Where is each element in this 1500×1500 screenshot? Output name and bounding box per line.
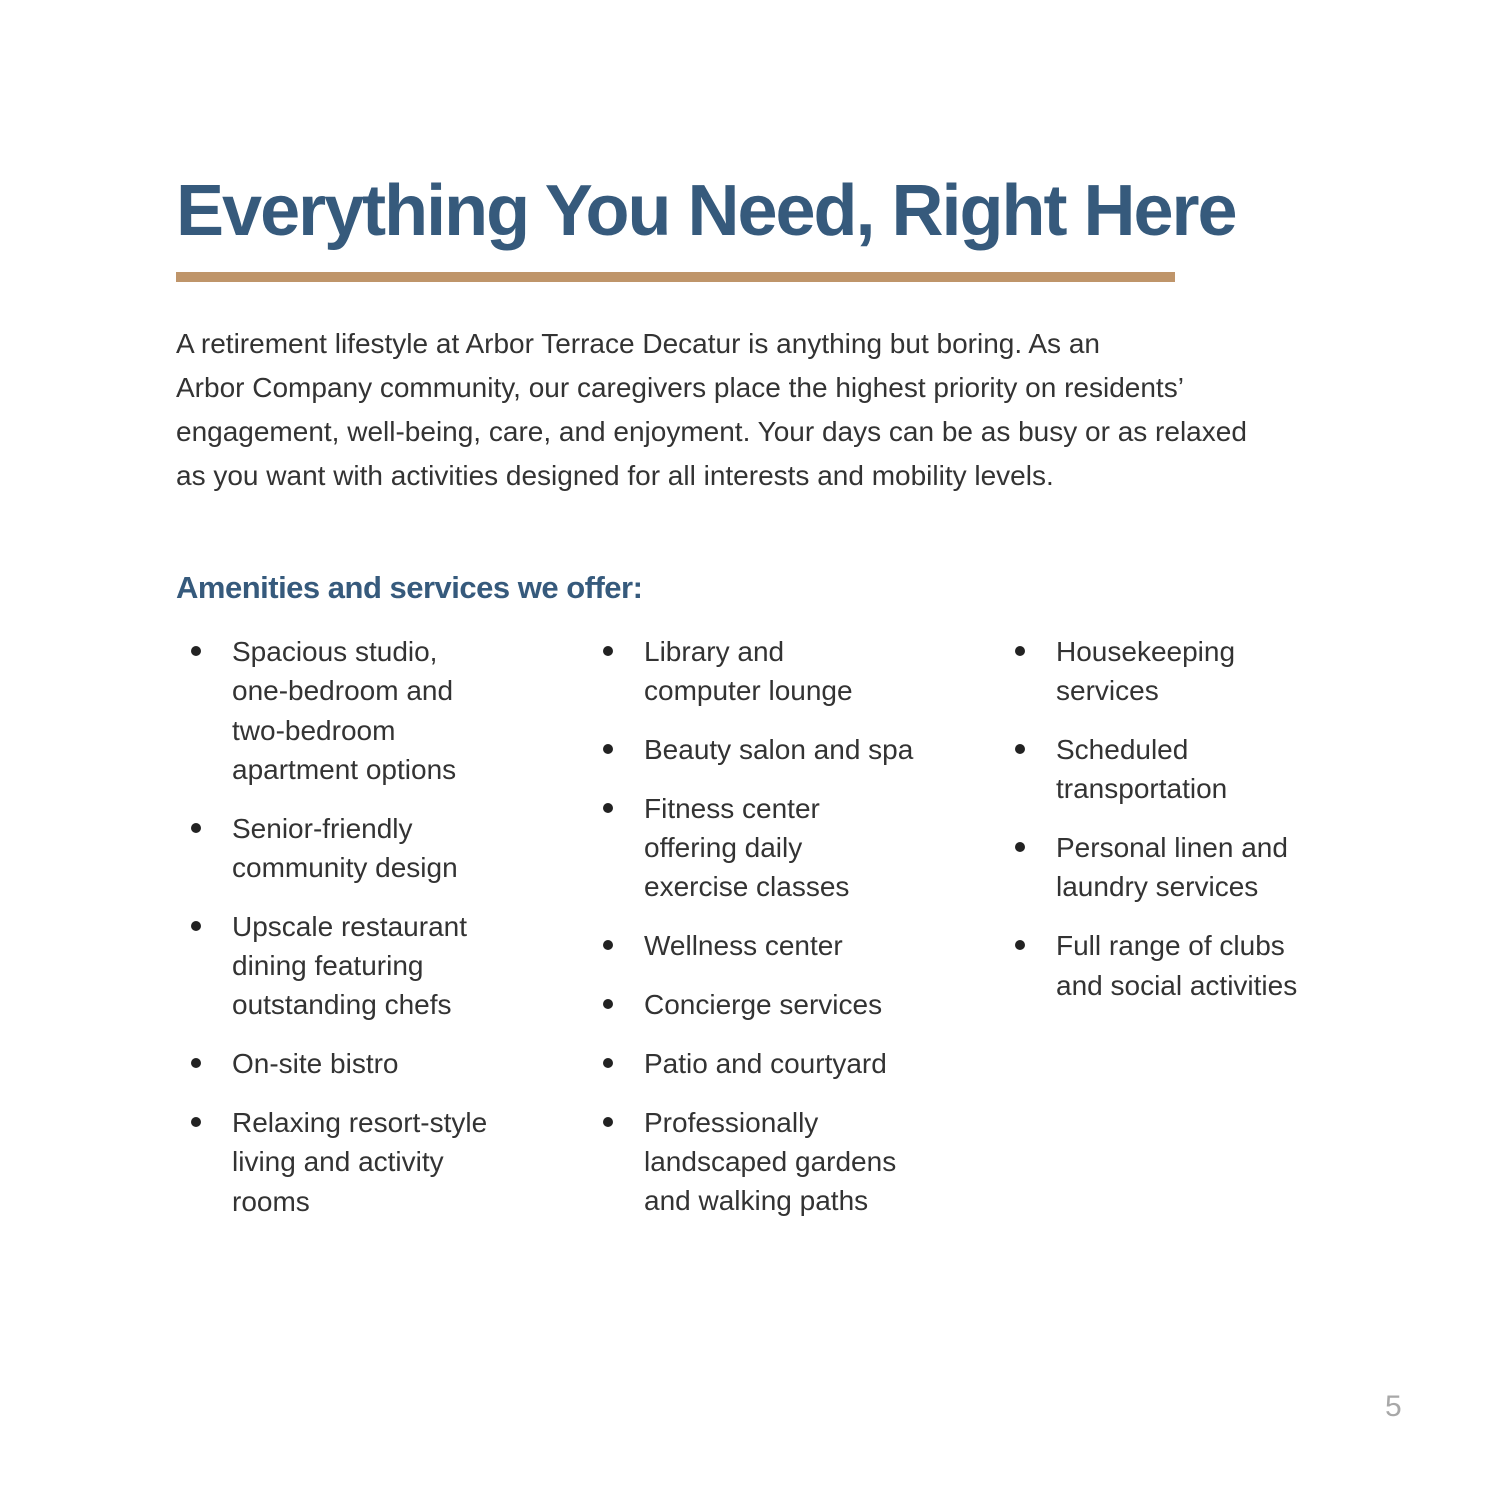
amenity-list-item [1010,632,1340,711]
amenity-text-line: Library and [644,636,785,667]
bullet-icon [1015,940,1025,950]
amenity-text-line: landscaped gardens [644,1145,897,1177]
amenity-text-line: and social activities [1056,969,1298,1001]
amenity-text-line: Housekeeping [1056,636,1236,667]
bullet-icon [603,999,613,1009]
amenity-text-line: Beauty salon and spa [644,734,914,766]
intro-line: as you want with activities designed for all interests and mobility levels. [176,460,1054,491]
amenity-list-item [186,1044,516,1083]
amenity-list-item [1010,730,1340,809]
amenity-text-line: community design [232,851,458,883]
amenity-list-item [186,632,516,789]
amenity-text-line: offering daily [644,832,803,864]
amenity-list-item [598,985,928,1024]
amenities-heading: Amenities and services we offer: [176,570,643,605]
amenity-text-line: computer lounge [644,675,853,707]
amenity-text-line: Full range of clubs [1056,930,1285,962]
amenity-text-line: apartment options [232,753,457,785]
amenity-text-line: Senior-friendly [232,812,413,844]
amenity-text-line: services [1056,675,1159,707]
title-underline-rule [176,272,1175,282]
amenity-text-line: Patio and courtyard [644,1047,887,1079]
amenity-text-line: rooms [232,1185,310,1217]
intro-line: engagement, well-being, care, and enjoyment. Your days can be as busy or as relaxed [176,416,1247,447]
amenity-list-item [598,1103,928,1221]
amenity-text-line: and walking paths [644,1185,869,1217]
amenity-text-line: Concierge services [644,989,883,1021]
amenity-list-item [598,730,928,769]
amenity-list-item [1010,926,1340,1005]
amenity-list-item [186,809,516,888]
amenity-text-line: laundry services [1056,871,1259,903]
amenity-list-item [598,1044,928,1083]
bullet-icon [1015,744,1025,754]
amenity-text-line: On-site bistro [232,1048,399,1080]
amenity-text-line: Wellness center [644,930,843,962]
amenity-list-item [186,907,516,1025]
amenity-text-line: Spacious studio, [232,636,438,667]
bullet-icon [191,1117,201,1127]
amenity-text-line: Relaxing resort-style [232,1106,488,1138]
amenities-column-1 [186,632,516,1240]
amenity-text-line: Personal linen and [1056,832,1288,864]
amenity-text-line: living and activity [232,1146,444,1178]
bullet-icon [603,744,613,754]
amenity-text-line: Scheduled [1056,734,1189,766]
amenity-text-line: Fitness center [644,792,820,824]
amenities-column-2 [598,632,928,1240]
bullet-icon [603,646,613,656]
amenity-list-item [186,1103,516,1221]
bullet-icon [191,646,201,656]
amenity-list-item [598,926,928,965]
amenity-list-item [598,632,928,711]
amenity-text-line: two-bedroom [232,714,396,746]
bullet-icon [191,823,201,833]
intro-line: Arbor Company community, our caregivers place the highest priority on residents’ [176,372,1184,403]
bullet-icon [603,1117,613,1127]
intro-paragraph [176,322,1296,498]
page-title: Everything You Need, Right Here [176,171,1236,251]
amenity-text-line: outstanding chefs [232,989,452,1021]
bullet-icon [191,1058,201,1068]
amenity-list-item [598,789,928,907]
amenity-list-item [1010,828,1340,907]
amenity-text-line: one-bedroom and [232,675,454,707]
amenity-text-line: Professionally [644,1106,819,1138]
bullet-icon [191,921,201,931]
amenity-text-line: transportation [1056,773,1228,805]
bullet-icon [1015,646,1025,656]
amenity-text-line: Upscale restaurant [232,910,468,942]
amenity-text-line: dining featuring [232,950,424,982]
intro-line: A retirement lifestyle at Arbor Terrace Decatur is anything but boring. As an [176,328,1100,359]
page-number: 5 [1385,1390,1402,1423]
bullet-icon [1015,842,1025,852]
amenity-text-line: exercise classes [644,871,850,903]
bullet-icon [603,803,613,813]
bullet-icon [603,1058,613,1068]
bullet-icon [603,940,613,950]
amenities-column-3 [1010,632,1340,1024]
